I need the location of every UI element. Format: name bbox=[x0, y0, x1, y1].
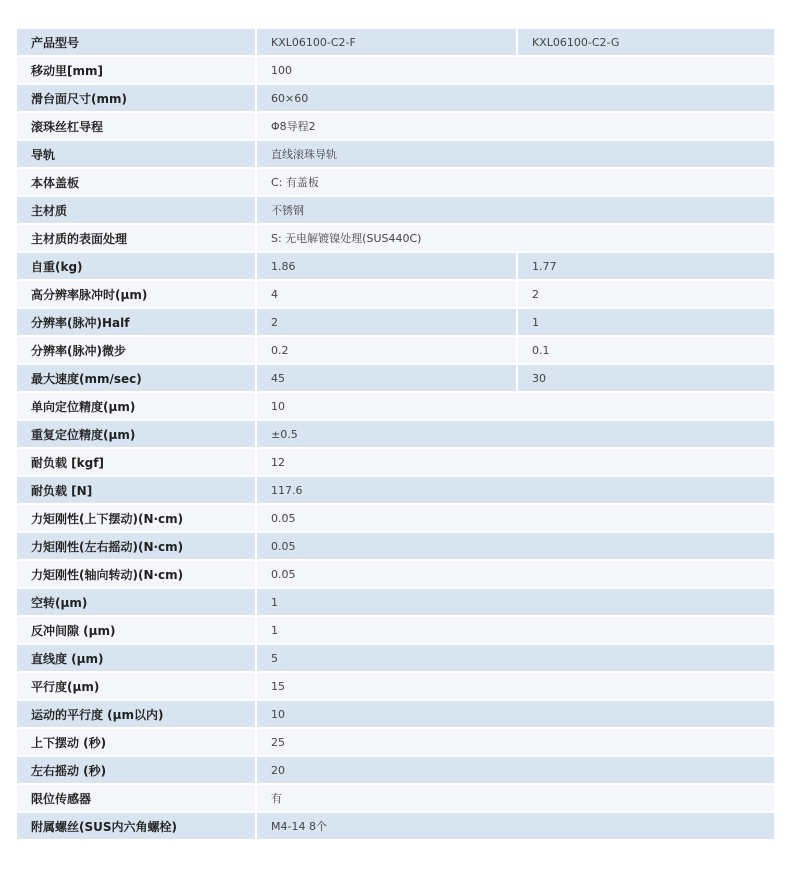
row-value-2: 1.77 bbox=[518, 253, 774, 281]
table-row bbox=[17, 589, 774, 617]
row-value-1: 0.2 bbox=[257, 337, 518, 365]
row-label: 高分辨率脉冲时(μm) bbox=[17, 281, 257, 309]
row-value: 100 bbox=[257, 57, 774, 85]
row-label: 力矩刚性(左右摇动)(N·cm) bbox=[17, 533, 257, 561]
row-label: 力矩刚性(上下摆动)(N·cm) bbox=[17, 505, 257, 533]
row-value: 直线滚珠导轨 bbox=[257, 141, 774, 169]
table-row bbox=[17, 533, 774, 561]
row-value-2: 1 bbox=[518, 309, 774, 337]
row-label: 最大速度(mm/sec) bbox=[17, 365, 257, 393]
row-value: 0.05 bbox=[257, 505, 774, 533]
row-label: 分辨率(脉冲)Half bbox=[17, 309, 257, 337]
row-label: 自重(kg) bbox=[17, 253, 257, 281]
row-value-2: 2 bbox=[518, 281, 774, 309]
row-label: 附属螺丝(SUS内六角螺栓) bbox=[17, 813, 257, 841]
row-value-2: KXL06100-C2-G bbox=[518, 29, 774, 57]
table-row bbox=[17, 225, 774, 253]
row-label: 滑台面尺寸(mm) bbox=[17, 85, 257, 113]
row-label: 耐负载 [N] bbox=[17, 477, 257, 505]
table-row bbox=[17, 505, 774, 533]
table-row bbox=[17, 85, 774, 113]
table-row bbox=[17, 113, 774, 141]
table-row bbox=[17, 673, 774, 701]
row-value: 60×60 bbox=[257, 85, 774, 113]
row-label: 导轨 bbox=[17, 141, 257, 169]
row-label: 平行度(μm) bbox=[17, 673, 257, 701]
row-label: 运动的平行度 (μm以内) bbox=[17, 701, 257, 729]
row-value: 25 bbox=[257, 729, 774, 757]
row-value: ±0.5 bbox=[257, 421, 774, 449]
table-row bbox=[17, 813, 774, 841]
row-label: 上下摆动 (秒) bbox=[17, 729, 257, 757]
row-value-1: 2 bbox=[257, 309, 518, 337]
row-label: 产品型号 bbox=[17, 29, 257, 57]
row-label: 力矩刚性(轴向转动)(N·cm) bbox=[17, 561, 257, 589]
row-value-1: 1.86 bbox=[257, 253, 518, 281]
row-label: 限位传感器 bbox=[17, 785, 257, 813]
row-value-1: 4 bbox=[257, 281, 518, 309]
row-value: C: 有盖板 bbox=[257, 169, 774, 197]
table-row bbox=[17, 477, 774, 505]
row-label: 本体盖板 bbox=[17, 169, 257, 197]
row-value: S: 无电解镀镍处理(SUS440C) bbox=[257, 225, 774, 253]
table-row bbox=[17, 785, 774, 813]
table-row bbox=[17, 281, 774, 309]
row-value: 117.6 bbox=[257, 477, 774, 505]
row-value: 10 bbox=[257, 701, 774, 729]
table-row bbox=[17, 197, 774, 225]
table-row bbox=[17, 29, 774, 57]
row-value: 15 bbox=[257, 673, 774, 701]
row-value: 有 bbox=[257, 785, 774, 813]
table-row bbox=[17, 393, 774, 421]
table-row bbox=[17, 421, 774, 449]
table-row bbox=[17, 141, 774, 169]
table-row bbox=[17, 365, 774, 393]
row-label: 重复定位精度(μm) bbox=[17, 421, 257, 449]
row-value-1: 45 bbox=[257, 365, 518, 393]
table-row bbox=[17, 729, 774, 757]
row-label: 左右摇动 (秒) bbox=[17, 757, 257, 785]
table-row bbox=[17, 617, 774, 645]
row-value: 不锈钢 bbox=[257, 197, 774, 225]
row-value-1: KXL06100-C2-F bbox=[257, 29, 518, 57]
table-row bbox=[17, 701, 774, 729]
row-label: 分辨率(脉冲)微步 bbox=[17, 337, 257, 365]
row-value: Φ8导程2 bbox=[257, 113, 774, 141]
row-value: 10 bbox=[257, 393, 774, 421]
row-label: 耐负载 [kgf] bbox=[17, 449, 257, 477]
row-label: 主材质的表面处理 bbox=[17, 225, 257, 253]
row-value: 1 bbox=[257, 589, 774, 617]
row-value: 1 bbox=[257, 617, 774, 645]
table-row bbox=[17, 253, 774, 281]
row-value: 20 bbox=[257, 757, 774, 785]
table-row bbox=[17, 561, 774, 589]
table-row bbox=[17, 645, 774, 673]
table-row bbox=[17, 57, 774, 85]
table-row bbox=[17, 757, 774, 785]
row-label: 滚珠丝杠导程 bbox=[17, 113, 257, 141]
row-value: 0.05 bbox=[257, 533, 774, 561]
row-label: 主材质 bbox=[17, 197, 257, 225]
table-row bbox=[17, 169, 774, 197]
row-value: M4-14 8个 bbox=[257, 813, 774, 841]
spec-table-body bbox=[17, 29, 774, 841]
table-row bbox=[17, 337, 774, 365]
row-value: 12 bbox=[257, 449, 774, 477]
row-value-2: 30 bbox=[518, 365, 774, 393]
row-label: 空转(μm) bbox=[17, 589, 257, 617]
row-label: 直线度 (μm) bbox=[17, 645, 257, 673]
row-label: 移动里[mm] bbox=[17, 57, 257, 85]
row-value-2: 0.1 bbox=[518, 337, 774, 365]
table-row bbox=[17, 449, 774, 477]
row-value: 0.05 bbox=[257, 561, 774, 589]
row-label: 单向定位精度(μm) bbox=[17, 393, 257, 421]
spec-table bbox=[17, 29, 774, 841]
row-label: 反冲间隙 (μm) bbox=[17, 617, 257, 645]
table-row bbox=[17, 309, 774, 337]
row-value: 5 bbox=[257, 645, 774, 673]
